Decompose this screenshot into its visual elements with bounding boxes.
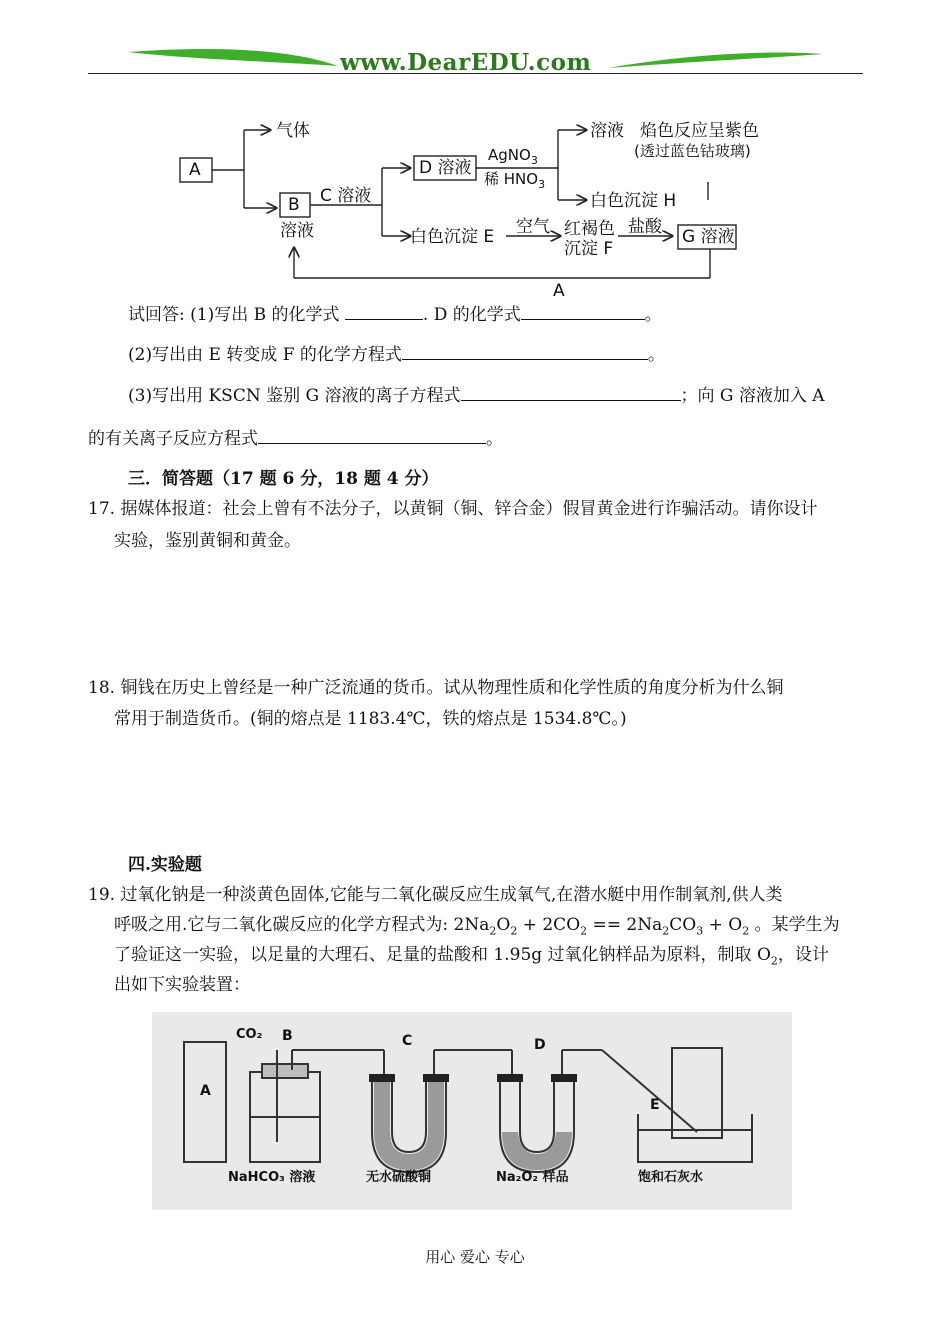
question-18-line1: 18. 铜钱在历史上曾经是一种广泛流通的货币。试从物理性质和化学性质的角度分析为什么铜	[88, 678, 784, 698]
question-19-line2: 呼吸之用.它与二氧化碳反应的化学方程式为: $2Na_2O_2 + 2CO_2 == 2Na_2CO_3 + O_2$ 。某学生为	[114, 915, 840, 938]
caption-e: 饱和石灰水	[638, 1170, 704, 1185]
header-rule	[88, 73, 863, 74]
apparatus-diagram	[152, 1012, 792, 1210]
flame-test-label: 焰色反应呈紫色	[640, 121, 759, 141]
b-solution-label: 溶液	[280, 221, 314, 241]
dilute-hno3-label: 稀 $HNO_3$	[484, 170, 546, 191]
red-brown-ppt-line2: 沉淀 F	[564, 239, 614, 259]
question-2: (2)写出由 E 转变成 F 的化学方程式 。	[128, 345, 665, 365]
answer-blank-d-formula[interactable]	[521, 303, 645, 320]
caption-c: 无水硫酸铜	[366, 1170, 432, 1185]
white-ppt-e-label: 白色沉淀 E	[410, 227, 495, 247]
caption-b: NaHCO₃ 溶液	[228, 1170, 316, 1185]
label-b: B	[282, 1028, 293, 1044]
air-label: 空气	[516, 217, 550, 237]
question-3: (3)写出用 KSCN 鉴别 G 溶液的离子方程式 ；向 G 溶液加入 A	[128, 386, 825, 406]
return-a-label: A	[553, 281, 565, 301]
section-3-title: 三．简答题（17 题 6 分，18 题 4 分）	[128, 469, 439, 489]
section-4-title: 四.实验题	[128, 855, 202, 875]
answer-blank-g-plus-a[interactable]	[258, 427, 486, 444]
question-17-line2: 实验，鉴别黄铜和黄金。	[114, 531, 301, 551]
label-e: E	[650, 1097, 660, 1113]
hydrochloric-acid-label: 盐酸	[628, 217, 662, 237]
gas-label: 气体	[276, 121, 310, 141]
question-17-line1: 17. 据媒体报道：社会上曾有不法分子，以黄铜（铜、锌合金）假冒黄金进行诈骗活动。请你设计	[88, 499, 818, 519]
page-footer: 用心 爱心 专心	[425, 1248, 525, 1266]
white-ppt-h-label: 白色沉淀 H	[590, 191, 677, 211]
label-c: C	[402, 1033, 413, 1049]
reaction-flowchart	[170, 108, 810, 308]
question-3-line2: 的有关离子反应方程式 。	[88, 429, 503, 449]
solution-label: 溶液	[590, 121, 624, 141]
box-b-label: B	[288, 195, 300, 215]
answer-blank-kscn[interactable]	[461, 384, 681, 401]
answer-blank-b-formula[interactable]	[345, 303, 423, 320]
label-d: D	[534, 1037, 546, 1053]
question-19-line3: 了验证这一实验，以足量的大理石、足量的盐酸和 1.95g 过氧化钠样品为原料，制取 $O_2$，设计	[114, 945, 829, 968]
box-a-label: A	[189, 160, 201, 180]
header-logo-text: www.DearEDU.com	[340, 49, 592, 76]
label-co2: CO₂	[236, 1027, 263, 1042]
label-a: A	[200, 1083, 211, 1099]
c-solution-label: C 溶液	[320, 186, 372, 206]
cobalt-glass-label: (透过蓝色钴玻璃)	[634, 142, 751, 160]
box-d-label: D 溶液	[419, 158, 472, 178]
red-brown-ppt-line1: 红褐色	[564, 219, 615, 239]
question-19-line4: 出如下实验装置：	[114, 975, 250, 995]
box-g-label: G 溶液	[682, 227, 735, 247]
agno3-label: AgNO$_3$	[488, 146, 538, 167]
answer-blank-e-to-f[interactable]	[402, 343, 648, 360]
question-18-line2: 常用于制造货币。(铜的熔点是 1183.4℃，铁的熔点是 1534.8℃。)	[114, 709, 627, 729]
question-19-line1: 19. 过氧化钠是一种淡黄色固体,它能与二氧化碳反应生成氧气,在潜水艇中用作制氧剂,供人类	[88, 885, 783, 905]
question-1: 试回答: (1)写出 B 的化学式 . D 的化学式 。	[128, 305, 662, 325]
caption-d: Na₂O₂ 样品	[496, 1170, 569, 1185]
